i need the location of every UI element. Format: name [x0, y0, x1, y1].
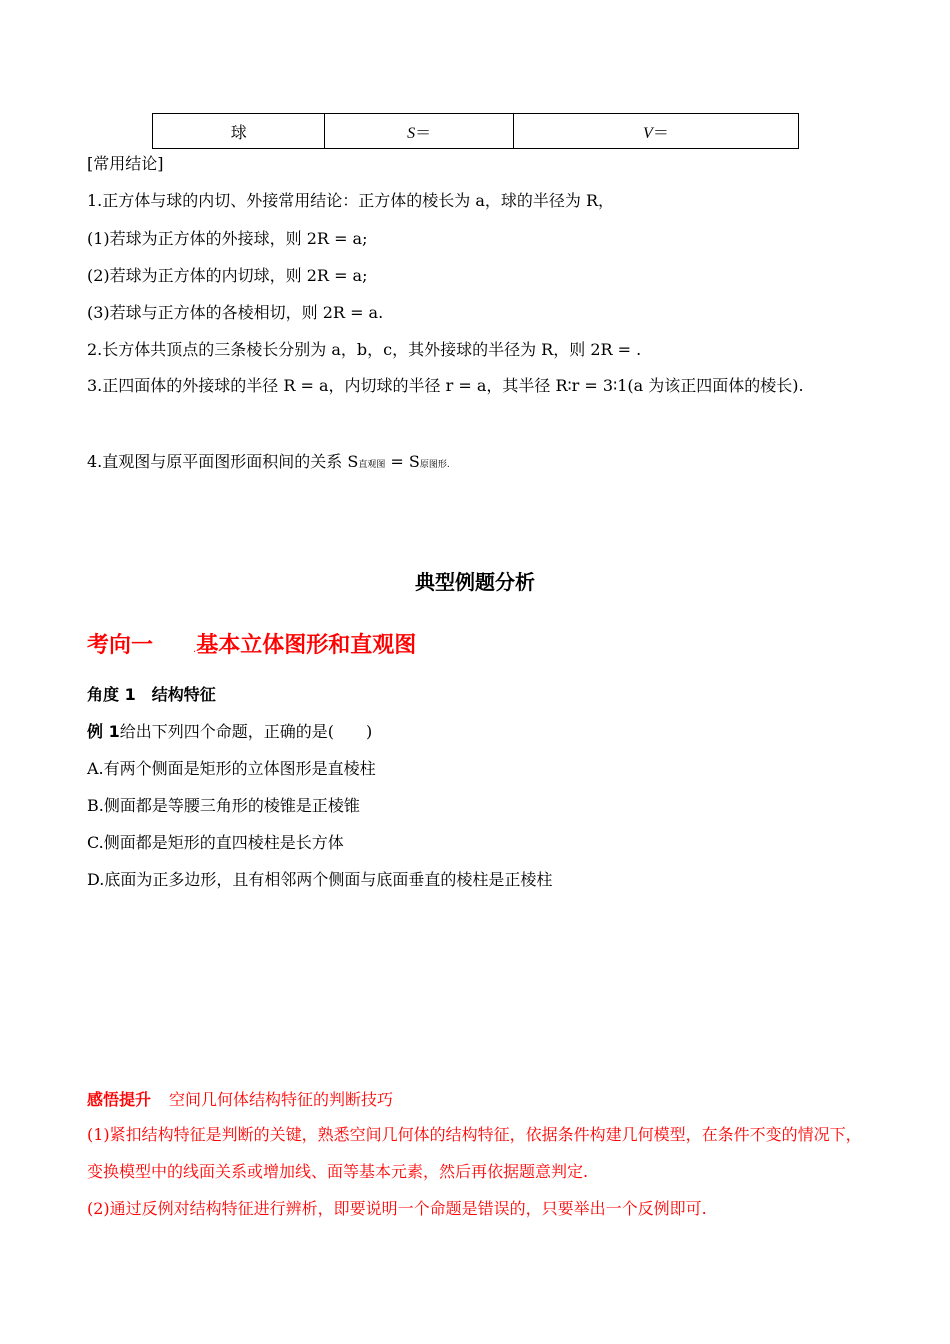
area-symbol: S — [407, 124, 416, 142]
kaoxiang-dot: . — [193, 644, 197, 655]
conclusion-4-mid: = S — [385, 452, 420, 471]
insight-heading — [87, 1090, 393, 1110]
conclusions-heading: [常用结论] — [87, 154, 164, 173]
insight-title: 空间几何体结构特征的判断技巧 — [169, 1090, 394, 1109]
conclusion-1-1: (1)若球为正方体的外接球，则 2R = a; — [87, 229, 368, 248]
insight-label: 感悟提升 — [87, 1090, 152, 1109]
example-label: 例 1 — [87, 722, 120, 741]
example-stem — [87, 722, 372, 742]
kaoxiang-heading — [87, 628, 416, 659]
table-cell-solid — [153, 114, 325, 149]
option-d: D.底面为正多边形，且有相邻两个侧面与底面垂直的棱柱是正棱柱 — [87, 870, 553, 889]
volume-equals: ＝ — [652, 122, 669, 142]
solid-name: 球 — [230, 122, 247, 142]
conclusion-1: 1.正方体与球的内切、外接常用结论：正方体的棱长为 a，球的半径为 R， — [87, 191, 615, 210]
kaoxiang-title: 基本立体图形和直观图 — [196, 633, 417, 658]
insight-paragraph-2: (2)通过反例对结构特征进行辨析，即要说明一个命题是错误的，只要举出一个反例即可. — [87, 1199, 707, 1218]
kaoxiang-label: 考向一 — [87, 633, 154, 658]
conclusion-4-sub-intuitive: 直观图 — [358, 460, 386, 470]
option-a: A.有两个侧面是矩形的立体图形是直棱柱 — [87, 759, 376, 778]
section-title: 典型例题分析 — [415, 570, 535, 594]
conclusion-1-2: (2)若球为正方体的内切球，则 2R = a; — [87, 266, 368, 285]
angle-heading — [87, 685, 216, 705]
angle-title: 结构特征 — [151, 685, 216, 704]
conclusion-4-main: 4.直观图与原平面图形面积间的关系 S — [87, 452, 359, 471]
volume-symbol: V — [643, 124, 653, 142]
table-cell-volume — [513, 114, 798, 149]
conclusion-2: 2.长方体共顶点的三条棱长分别为 a，b，c，其外接球的半径为 R，则 2R = . — [87, 340, 642, 359]
insight-paragraph-1: (1)紧扣结构特征是判断的关键，熟悉空间几何体的结构特征，依据条件构建几何模型，在条件不变的情况下，变换模型中的线面关系或增加线、面等基本元素，然后再依据题意判定. — [87, 1125, 862, 1181]
option-c: C.侧面都是矩形的直四棱柱是长方体 — [87, 833, 344, 852]
conclusion-3: 3.正四面体的外接球的半径 R = a，内切球的半径 r = a，其半径 R∶r = 3∶1(a 为该正四面体的棱长). — [87, 376, 804, 395]
example-question: 给出下列四个命题，正确的是( ) — [119, 722, 373, 741]
conclusion-1-3: (3)若球与正方体的各棱相切，则 2R = a. — [87, 303, 384, 322]
conclusion-4 — [87, 452, 450, 475]
conclusion-4-sub-original: 原图形. — [419, 460, 450, 470]
formula-table — [152, 113, 799, 149]
table-cell-area — [325, 114, 513, 149]
angle-label: 角度 1 — [87, 685, 136, 704]
option-b: B.侧面都是等腰三角形的棱锥是正棱锥 — [87, 796, 360, 815]
table-row — [153, 114, 799, 149]
area-equals: ＝ — [415, 122, 432, 142]
